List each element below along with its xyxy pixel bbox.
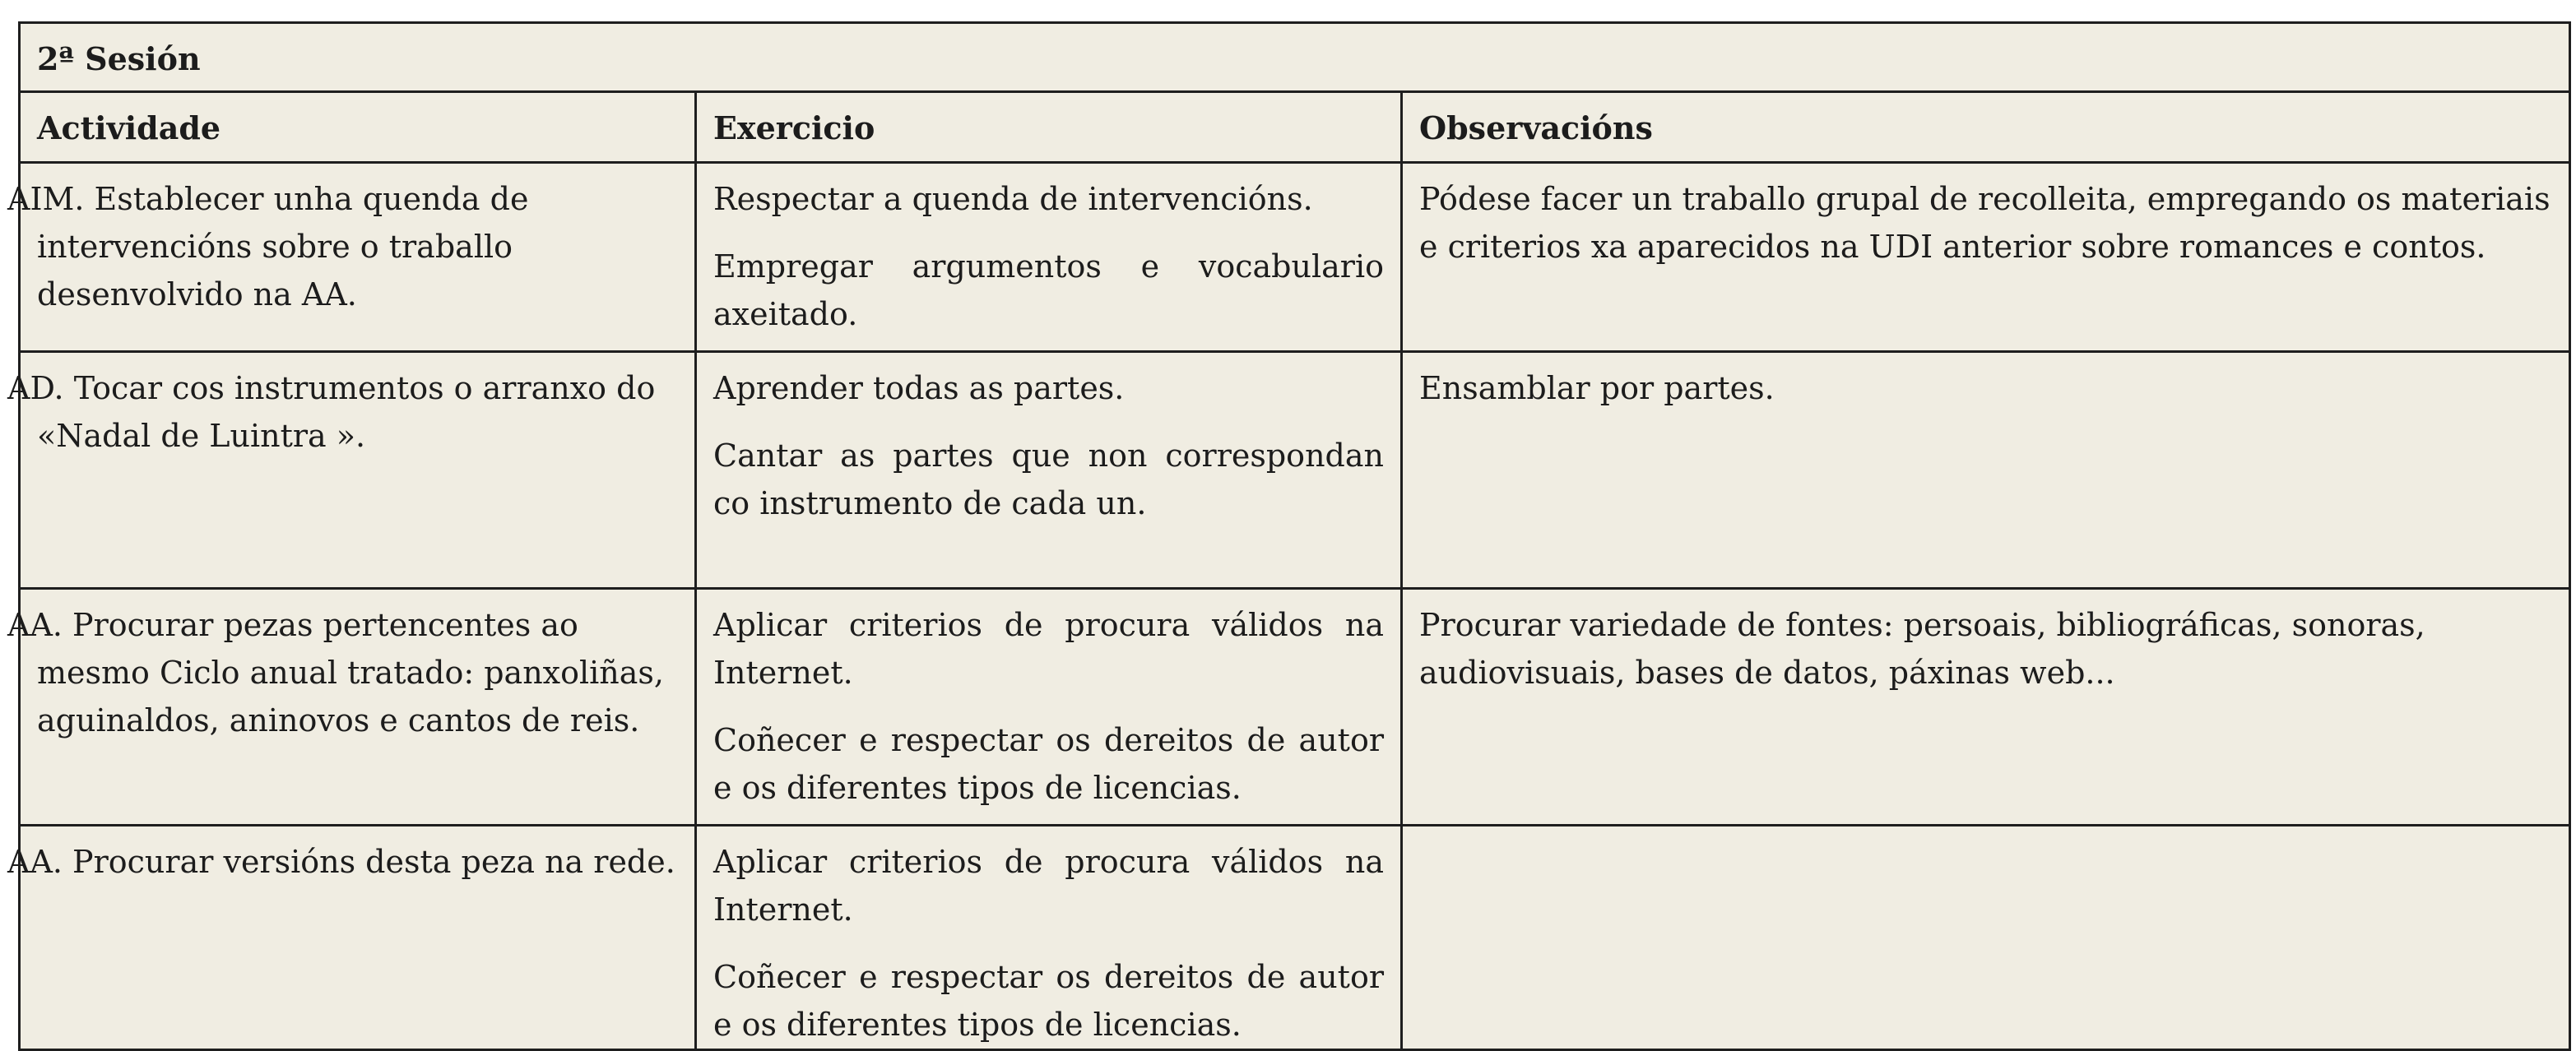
exercise-cell <box>696 826 1402 1050</box>
observations-cell: Procurar variedade de fontes: persoais, bibliográficas, sonoras, audiovisuais, bases de datos, páxinas web... <box>1402 589 2570 826</box>
observations-cell: Pódese facer un traballo grupal de recolleita, empregando os materiais e criterios xa aparecidos na UDI anterior sobre romances e contos. <box>1402 163 2570 352</box>
title-row <box>20 23 2570 92</box>
exercise-item: Cantar as partes que non correspondan co instrumento de cada un. <box>713 438 1384 521</box>
exercise-item: Aplicar criterios de procura válidos na Internet. <box>713 607 1384 691</box>
exercise-item: Respectar a quenda de intervencións. <box>713 181 1313 217</box>
exercise-item: Aprender todas as partes. <box>713 370 1125 406</box>
header-activity: Actividade <box>20 92 696 163</box>
exercise-cell <box>696 352 1402 589</box>
session-title: 2ª Sesión <box>20 23 2570 92</box>
header-row <box>20 92 2570 163</box>
table-row <box>20 589 2570 826</box>
session-table <box>7 21 2571 1051</box>
activity-cell: AA. Procurar versións desta peza na rede. <box>20 826 696 1050</box>
table-row <box>20 826 2570 1050</box>
exercise-cell <box>696 163 1402 352</box>
activity-cell: AA. Procurar pezas pertencentes ao mesmo Ciclo anual tratado: panxoliñas, aguinaldos, aninovos e cantos de reis. <box>20 589 696 826</box>
activity-cell: AIM. Establecer unha quenda de intervencións sobre o traballo desenvolvido na AA. <box>20 163 696 352</box>
observations-cell: Ensamblar por partes. <box>1402 352 2570 589</box>
observations-cell <box>1402 826 2570 1050</box>
exercise-item: Aplicar criterios de procura válidos na Internet. <box>713 844 1384 928</box>
exercise-item: Coñecer e respectar os dereitos de autor e os diferentes tipos de licencias. <box>713 959 1384 1043</box>
activity-cell: AD. Tocar cos instrumentos o arranxo do «Nadal de Luintra ». <box>20 352 696 589</box>
header-observations: Observacións <box>1402 92 2570 163</box>
exercise-item: Empregar argumentos e vocabulario axeitado. <box>713 248 1384 332</box>
exercise-cell <box>696 589 1402 826</box>
exercise-item: Coñecer e respectar os dereitos de autor e os diferentes tipos de licencias. <box>713 722 1384 806</box>
header-exercise: Exercicio <box>696 92 1402 163</box>
table-row <box>20 163 2570 352</box>
table-row <box>20 352 2570 589</box>
